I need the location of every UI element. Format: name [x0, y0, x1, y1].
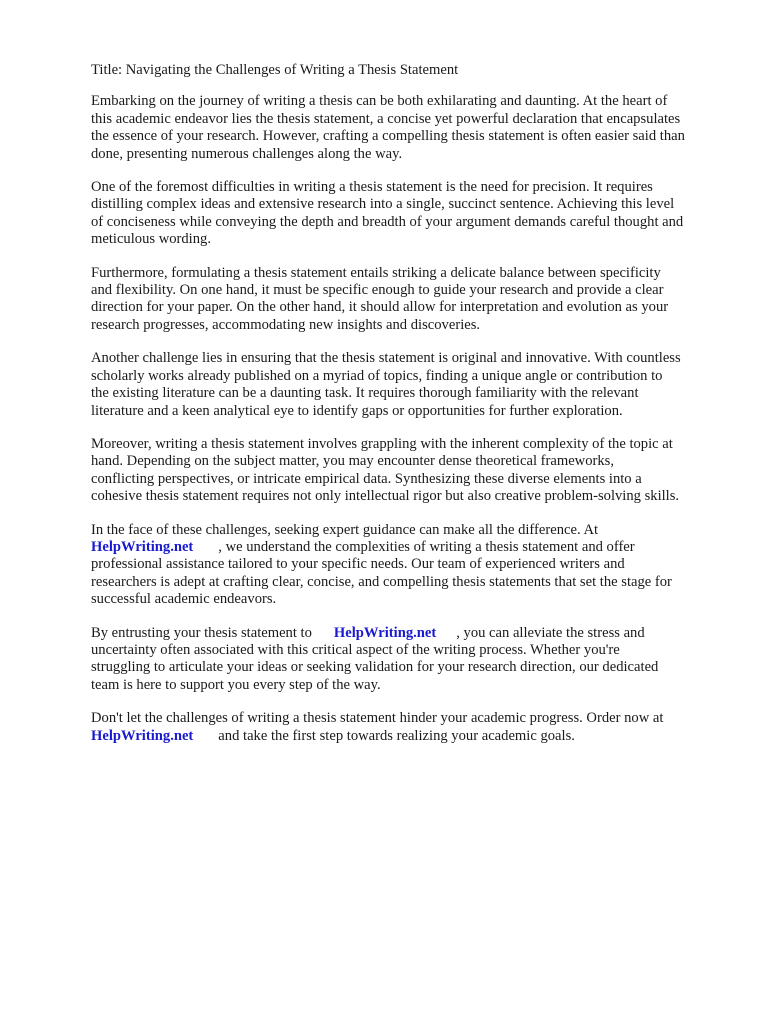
text-line: professional assistance tailored to your specific needs. Our team of experienced writers and [91, 556, 625, 573]
text-line: research progresses, accommodating new insights and discoveries. [91, 316, 481, 333]
text-line: successful academic endeavors. [91, 591, 277, 608]
text-line: cohesive thesis statement requires not only intellectual rigor but also creative problem-solving skills. [91, 488, 680, 505]
text-line: Embarking on the journey of writing a thesis can be both exhilarating and daunting. At the heart of [91, 93, 668, 110]
text-line: In the face of these challenges, seeking expert guidance can make all the difference. At [91, 521, 599, 538]
text-line: Don't let the challenges of writing a thesis statement hinder your academic progress. Order now at [91, 710, 664, 727]
text-line: the essence of your research. However, crafting a compelling thesis statement is often easier said than [91, 128, 685, 145]
text-line [91, 728, 727, 745]
text-line: the existing literature can be a daunting task. It requires thorough familiarity with the relevant [91, 385, 639, 402]
text-line: One of the foremost difficulties in writing a thesis statement is the need for precision. It requires [91, 179, 653, 196]
helpwriting-link[interactable]: HelpWriting.net [333, 624, 437, 641]
text-line: done, presenting numerous challenges along the way. [91, 145, 403, 162]
text-fragment: and take the first step towards realizing your academic goals. [218, 727, 575, 744]
text-line: struggling to articulate your ideas or seeking validation for your research direction, our dedicated [91, 659, 659, 676]
paragraph-originality [91, 350, 727, 420]
text-line: team is here to support you every step of the way. [91, 676, 381, 693]
paragraph-intro [91, 93, 727, 163]
text-line: and flexibility. On one hand, it must be specific enough to guide your research and provide a clear [91, 282, 664, 299]
text-line: uncertainty often associated with this critical aspect of the writing process. Whether you're [91, 641, 620, 658]
text-line: Furthermore, formulating a thesis statement entails striking a delicate balance between specificity [91, 264, 661, 281]
paragraph-complexity [91, 436, 727, 506]
text-line: Moreover, writing a thesis statement involves grappling with the inherent complexity of the topic at [91, 435, 673, 452]
text-line: Another challenge lies in ensuring that the thesis statement is original and innovative. With countless [91, 350, 681, 367]
text-line: scholarly works already published on a myriad of topics, finding a unique angle or contribution to [91, 367, 663, 384]
paragraph-precision [91, 179, 727, 249]
text-fragment: By entrusting your thesis statement to [91, 624, 312, 641]
text-fragment: , we understand the complexities of writing a thesis statement and offer [218, 538, 635, 555]
helpwriting-link[interactable]: HelpWriting.net [91, 727, 194, 744]
text-line: conflicting perspectives, or intricate empirical data. Synthesizing these diverse elements into a [91, 470, 642, 487]
text-line: direction for your paper. On the other hand, it should allow for interpretation and evolution as your [91, 299, 669, 316]
text-line: of conciseness while conveying the depth and breadth of your argument demands careful thought and [91, 213, 684, 230]
text-line: hand. Depending on the subject matter, you may encounter dense theoretical frameworks, [91, 453, 614, 470]
text-line: this academic endeavor lies the thesis statement, a concise yet powerful declaration that encapsulates [91, 110, 681, 127]
paragraph-balance [91, 265, 727, 335]
text-line: researchers is adept at crafting clear, concise, and compelling thesis statements that set the stage for [91, 573, 672, 590]
document-page [91, 62, 727, 761]
paragraph-entrusting [91, 625, 727, 695]
text-fragment: , you can alleviate the stress and [456, 624, 645, 641]
text-line [91, 539, 727, 556]
text-line [91, 625, 727, 642]
paragraph-guidance [91, 522, 727, 609]
text-line: distilling complex ideas and extensive research into a single, succinct sentence. Achieving this level [91, 196, 675, 213]
helpwriting-link[interactable]: HelpWriting.net [91, 538, 194, 555]
document-title: Title: Navigating the Challenges of Writing a Thesis Statement [91, 62, 459, 78]
text-line: literature and a keen analytical eye to identify gaps or opportunities for further exploration. [91, 402, 623, 419]
paragraph-closing [91, 710, 727, 745]
text-line: meticulous wording. [91, 231, 211, 248]
